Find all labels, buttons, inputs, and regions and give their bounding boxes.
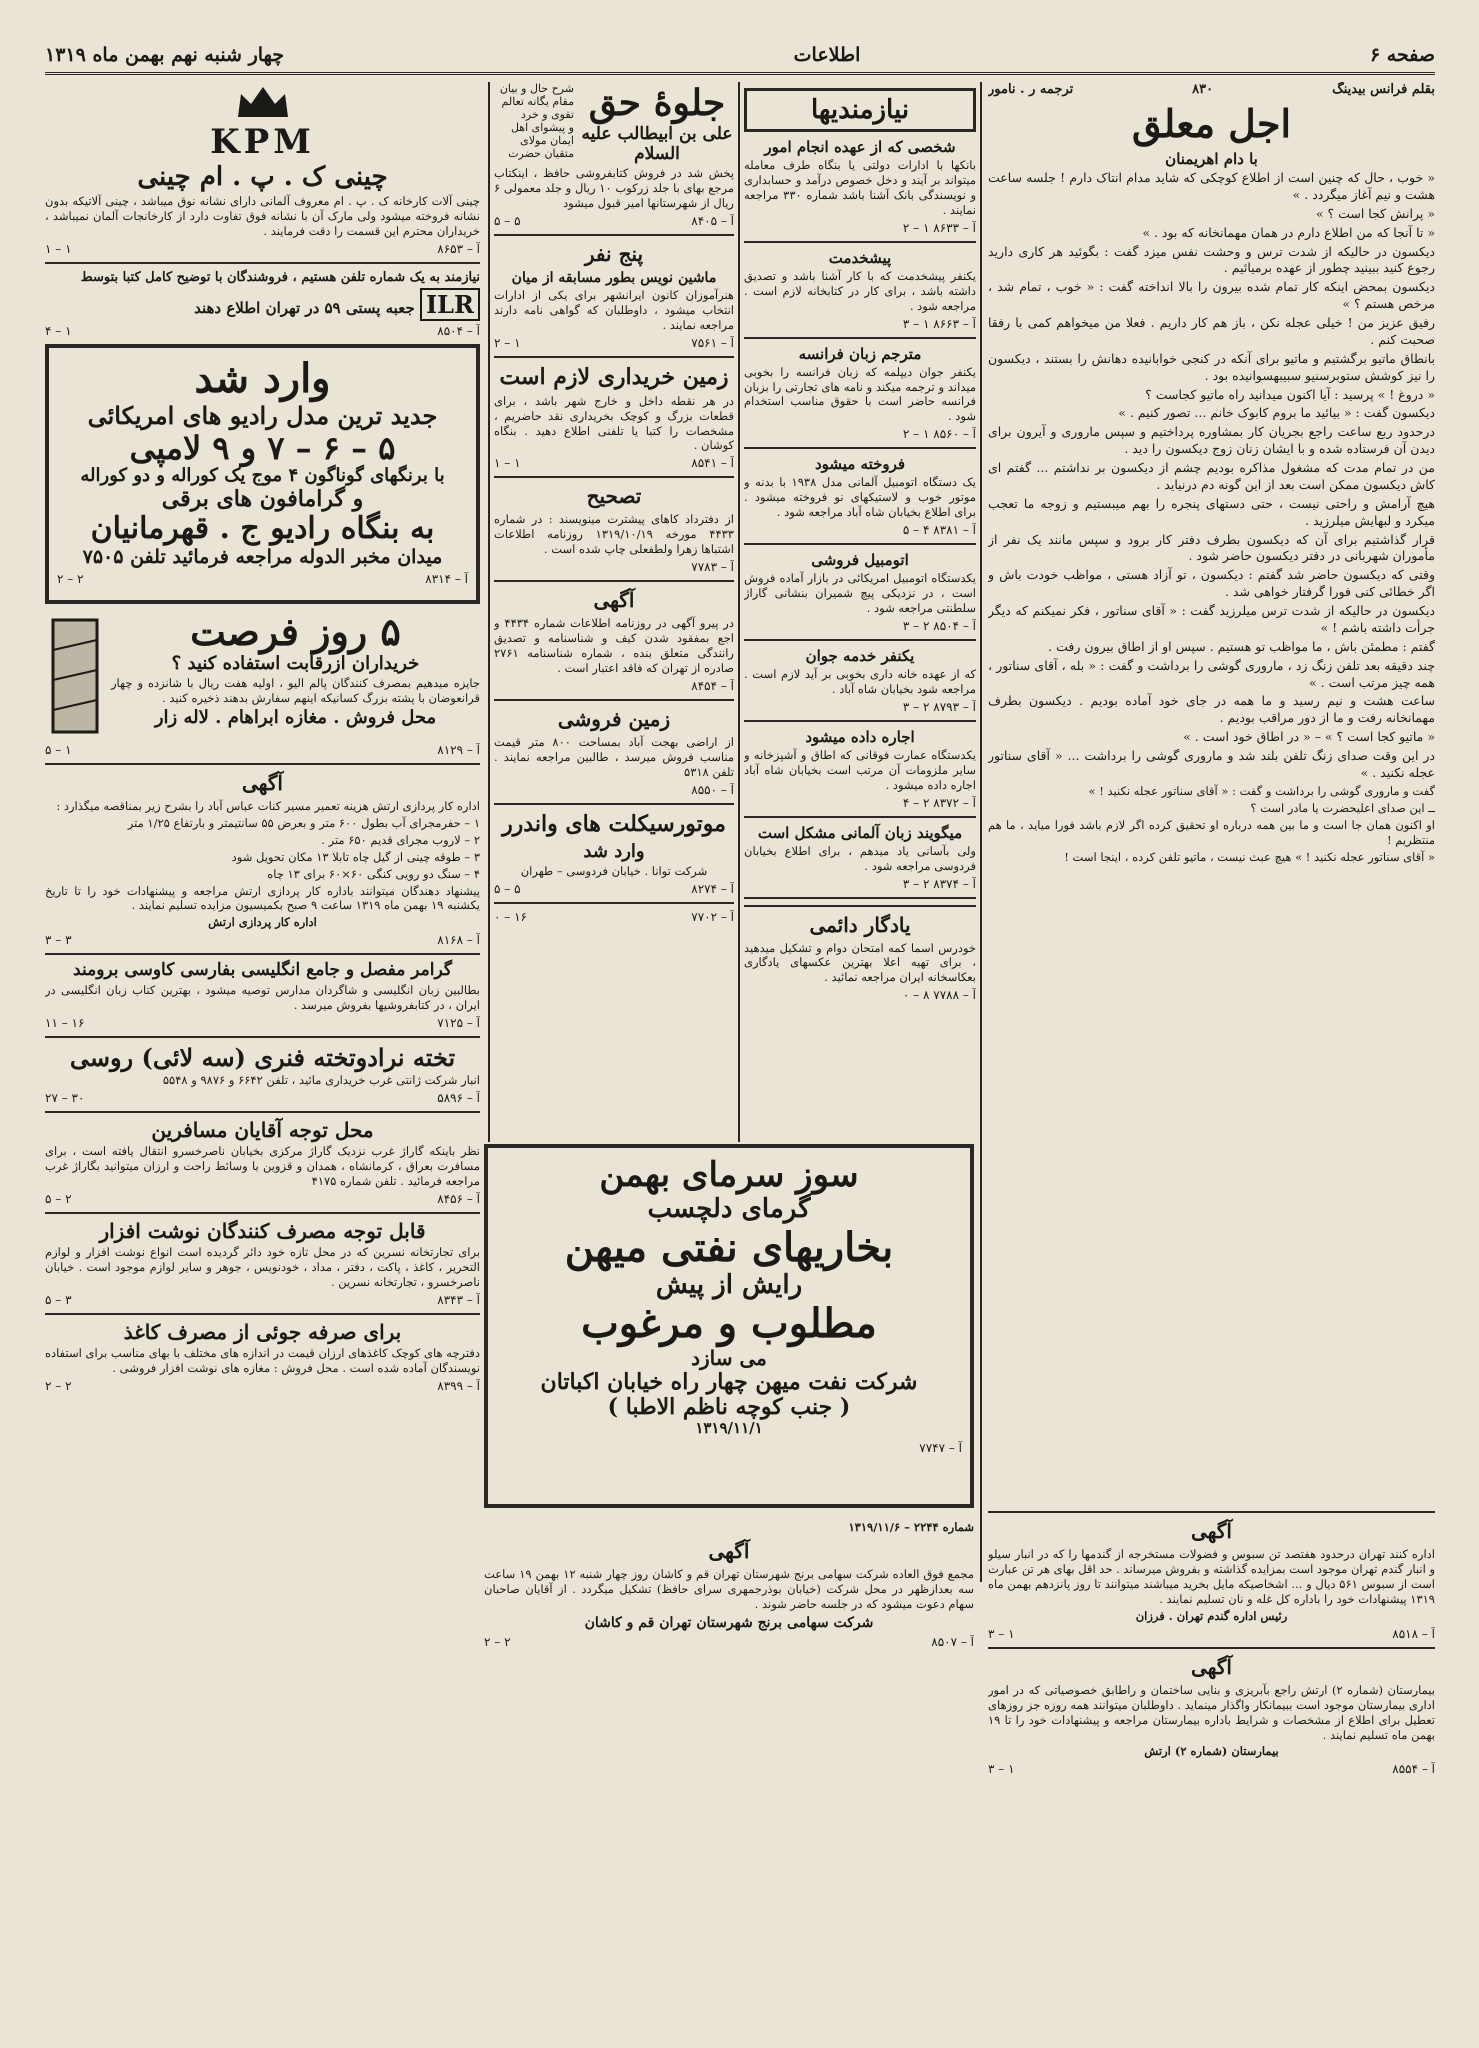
serial-column xyxy=(988,82,1435,1502)
classified-code: آ – ۸۶۶۳ ۱ – ۳ xyxy=(902,316,976,331)
correction-title: تصحیح xyxy=(586,484,642,509)
page-header xyxy=(45,38,1435,75)
serial-paragraph: وقتی که دیکسون حاضر شد گفتم : دیکسون ، تو آزاد هستی ، مواظب خودت باش و اگر خطائی کنی فورا گرفتار خواهی شد . xyxy=(988,567,1435,600)
classified-heading: مترجم زبان فرانسه xyxy=(798,344,922,363)
heater-line5: مطلوب و مرغوب xyxy=(581,1299,877,1347)
radio-line3: با برنگهای گوناگون ۴ موج یک کوراله و دو کوراله xyxy=(80,465,445,487)
classified-item xyxy=(744,249,976,331)
ilr-text2: جعبه پستی ۵۹ در تهران اطلاع دهند xyxy=(194,298,415,317)
classified-text: که از عهده خانه داری بخوبی بر آید لازم است . مراجعه شود بخیابان شاه آباد . xyxy=(744,666,976,696)
army-sign: اداره کار پردازی ارتش xyxy=(208,915,317,930)
crown-icon xyxy=(233,82,293,122)
opportunity-text: جایزه میدهیم بمصرف کنندگان پالم الیو ، اولیه هفت ریال با شانزده و چهار قرانعوضان با پشته بزرگ کسانیکه اینهم سفارش بدهند ذخیره کنید . xyxy=(111,676,480,706)
book-ad xyxy=(494,82,734,164)
serial-body xyxy=(988,170,1435,782)
notice-wheat-sign: رئیس اداره گندم تهران . فرزان xyxy=(1135,1608,1288,1623)
notice-wheat-codes: آ – ۸۵۱۸ ۱ – ۳ xyxy=(988,1626,1435,1641)
heater-line2: گرمای دلچسب xyxy=(647,1194,811,1225)
radio-line5: به بنگاه رادیو ج . قهرمانیان xyxy=(90,511,435,547)
lost-title: آگهی xyxy=(593,588,635,613)
serial-paragraph: بانطاق ماتیو برگشتیم و ماتیو برای آنکه در کنجی خوابانیده دهانش را بستند ، دیکسون را نیز کوشش ستوبرسنیو سبیبهسوانیده بود . xyxy=(988,350,1435,383)
classified-text: یکدستگاه اتومبیل امریکائی در بازار آماده فروش است ، در نزدیکی پیچ شمیران بنشانی گاراژ سلطنتی مراجعه شود . xyxy=(744,571,976,615)
serial-paragraph: گفتم : مطمئن باش ، ما مواظب تو هستیم . سپس او از اطاق بیرون رفت . xyxy=(1048,638,1435,654)
issue-date: چهار شنبه نهم بهمن ماه ۱۳۱۹ xyxy=(45,44,285,66)
paper-name: اطلاعات xyxy=(793,44,861,66)
classified-code: آ – ۸۳۷۴ ۲ – ۳ xyxy=(902,876,976,891)
rice-text: مجمع فوق العاده شرکت سهامی برنج شهرستان تهران قم و کاشان روز چهار شنبه ۱۲ بهمن ۱۹ ساعت سه بعدازظهر در محل شرکت (خیابان بوذرجمهری سرای حافظ) تشکیل میگردد . از آقایان صاحبان سهام دعوت میشود که در جلسه حاضر شوند . xyxy=(484,1566,974,1611)
classified-heading: اجاره داده میشود xyxy=(805,727,915,746)
book-subtitle: علی بن ابیطالب علیه السلام xyxy=(581,124,733,164)
classified-item xyxy=(744,455,976,537)
serial-tail-paragraph: گفت و ماروری گوشی را برداشت و گفت : « آقای سناتور عجله نکنید ! » xyxy=(1088,783,1435,798)
plywood-text: انبار شرکت ژانتی غرب خریداری مائید ، تلفن ۶۶۴۲ و ۹۸۷۶ و ۵۵۴۸ xyxy=(162,1073,480,1088)
heater-line3: بخاریهای نفتی میهن xyxy=(564,1223,894,1271)
classified-heading: یکنفر خدمه جوان xyxy=(805,646,915,665)
typist-subtitle: ماشین نویس بطور مسابقه از میان xyxy=(511,269,717,286)
column-divider xyxy=(738,82,740,1142)
classified-text: یک دستگاه اتومبیل آلمانی مدل ۱۹۳۸ با بدنه و موتور خوب و لاستیکهای نو فروخته میشود . برای اطلاع بخیابان شاه آباد مراجعه شود . xyxy=(744,475,976,520)
misc-codes: آ – ۷۷۰۲ ۱۶ – ۰ xyxy=(494,909,734,924)
land-title: زمین خریداری لازم است xyxy=(499,363,729,390)
grammar-title: گرامر مفصل و جامع انگلیسی بفارسی کاوسی برومند xyxy=(73,960,452,981)
classified-item xyxy=(744,647,976,714)
serial-title: اجل معلق xyxy=(1131,101,1291,146)
landsale-title: زمین فروشی xyxy=(557,706,671,731)
serial-subtitle: با دام اهریمنان xyxy=(1165,150,1258,168)
serial-paragraph: چند دقیقه بعد تلفن زنگ زد ، ماروری گوشی را برداشت و گفت : « بله ، آقای سناتور ، همه چیز مرتب است . » xyxy=(988,657,1435,690)
opportunity-shop: محل فروش . مغازه ابراهام . لاله زار xyxy=(154,707,437,729)
opportunity-title: ۵ روز فرصت xyxy=(190,608,401,654)
classifieds-list xyxy=(744,138,976,899)
classified-heading: شخصی که از عهده انجام امور xyxy=(764,138,956,156)
yadegar-title: یادگار دائمی xyxy=(809,912,911,937)
notice-hospital-codes: آ – ۸۵۵۴ ۱ – ۳ xyxy=(988,1762,1435,1777)
notice-hospital-sign: بیمارستان (شماره ۲) ارتش xyxy=(1144,1744,1279,1759)
lost-text: در پیرو آگهی در روزنامه اطلاعات شماره ۴۴۳۴ و اجع بمفقود شدن کیف و شناسنامه و تصدیق رانندگی متعلق بنده ، شماره شناسنامه ۲۷۶۱ صادره از تهران که فاقد اعتبار است . xyxy=(494,616,734,675)
book-side-text xyxy=(494,82,574,164)
classified-code: آ – ۸۳۷۲ ۲ – ۴ xyxy=(902,795,976,810)
classified-heading: پیشخدمت xyxy=(828,248,892,267)
column-divider xyxy=(488,82,490,1142)
travelers-title: محل توجه آقایان مسافرین xyxy=(151,1118,374,1143)
classified-code: آ – ۸۷۹۳ ۲ – ۳ xyxy=(902,699,976,714)
classified-text: یکدستگاه عمارت فوقانی که اطاق و آشپزخانه و سایر ملزومات آن مرتب است بخیابان شاه آباد اجاره داده میشود . xyxy=(744,747,976,792)
serial-paragraph: « تا آنجا که من اطلاع دارم در همان مهمانخانه که بود . » xyxy=(1142,224,1435,240)
radio-line2: ۵ – ۶ – ۷ و ۹ لامپی xyxy=(129,428,396,467)
radio-ad: وارد شد جدید ترین مدل رادیو های امریکائی ۵ – ۶ – ۷ و ۹ لامپی با برنگهای گوناگون ۴ موج یک کوراله و دو کوراله و گرامافون های برقی به بنگاه رادیو ج . قهرمانیان میدان مخبر الدوله مراجعه فرمائید تلفن ۷۵۰۵ آ – ۸۳۱۴ ۲ – ۲ xyxy=(45,344,480,604)
book-side-line: مقام یگانه تعالم xyxy=(501,95,574,108)
army-item: ۲ – لاروب مجرای قدیم ۶۵۰ متر . xyxy=(321,832,480,847)
kpm-logo: KPM xyxy=(210,122,315,162)
grammar-text: بطالبین زبان انگلیسی و شاگردان مدارس توصیه میشود ، بهترین کتاب زبان انگلیسی در ایران ، در کتابفروشیها بفروش میرسد . xyxy=(45,982,480,1012)
serial-paragraph: دیکسون بمحض اینکه کار تمام شده بیرون را بالا انداخته گفت : « خوب ، تمام شد ، مرخص هستم ؟ » xyxy=(988,279,1435,312)
paper-save-title: برای صرفه جوئی از مصرف کاغذ xyxy=(123,1319,402,1344)
classified-heading: میگویند زبان آلمانی مشکل است xyxy=(757,823,963,842)
notice-wheat-title: آگهی xyxy=(1191,1519,1232,1543)
serial-paragraph: ساعت هشت و نیم رسید و ما همه در جای خود آماده بودیم . دیکسون بطرف مهمانخانه رفت و ما از دور مراقب بودیم . xyxy=(988,693,1435,726)
army-text2: پیشنهاد دهندگان میتوانند باداره کار پردازی ارتش مراجعه و پیشنهادات خود را تا تاریخ یکشنبه ۱۹ بهمن ماه ۱۳۱۹ ساعت ۹ صبح بکمیسیون مزایده تسلیم نمایند . xyxy=(45,883,480,913)
stationery-text: برای تجارتخانه نسرین که در محل تازه خود دائر گردیده است انواع نوشت افزار و لوازم التحریر ، کاغذ ، پاکت ، دفتر ، مداد ، خودنویس ، جوهر و سایر لوازم موجود است . خیابان ناصرخسرو ، تجارتخانه نسرین . xyxy=(45,1245,480,1289)
opportunity-ad xyxy=(45,610,480,740)
heater-line4: رایش از پیش xyxy=(655,1269,803,1300)
classified-heading: فروخته میشود xyxy=(814,455,906,474)
serial-paragraph: رفیق عزیز من ! خیلی عجله نکن ، باز هم کار داریم . فعلا من میخواهم کمی با رفقا صحبت کنم . xyxy=(988,315,1435,347)
kpm-title: چینی ک . پ . ام چینی xyxy=(137,162,388,192)
serial-meta xyxy=(988,82,1435,97)
classified-item xyxy=(744,551,976,633)
motorbike-text: شرکت توانا . خیابان فردوسی – طهران xyxy=(520,863,708,878)
motorbike-title: موتورسیکلت های واندرر xyxy=(502,810,726,837)
book-side-line: شرح حال و بیان xyxy=(499,82,574,95)
typist-text: هنرآموزان کانون ایرانشهر برای یکی از ادارات انتخاب میشود ، داوطلبان که گواهی نامه دارند مراجعه نمایند . xyxy=(494,287,734,332)
heater-line6: می سازد xyxy=(691,1345,767,1370)
cigarette-pack-icon xyxy=(45,610,105,740)
classified-code: آ – ۸۵۰۴ ۲ – ۳ xyxy=(902,618,976,633)
page-number: صفحه ۶ xyxy=(1369,44,1435,66)
classified-code: آ – ۸۶۳۳ ۱ – ۲ xyxy=(902,220,976,235)
travelers-text: نظر باینکه گاراژ غرب نزدیک گاراژ مرکزی بخیابان ناصرخسرو انتقال یافته است ، برای مسافرت بعراق ، کرمانشاه ، همدان و قزوین با وسائط راحت و ارزان میتوانید بگاراژ غرب مراجعه فرمائید . تلفن شماره ۴۱۷۵ xyxy=(45,1144,480,1189)
army-item: ۴ – سنگ دو رویی کنگی ۶۰×۶۰ برای ۱۳ چاه xyxy=(267,866,480,881)
army-title: آگهی xyxy=(242,770,283,795)
landsale-text: از اراضی بهجت آباد بمساحت ۸۰۰ متر قیمت مناسب فروش میرسد ، طالبین مراجعه نمایند . تلفن ۵۳۱۸ xyxy=(494,734,734,779)
serial-tail-paragraph: « آقای سناتور عجله نکنید ! » هیچ عبث نیست ، ماتیو تلفن کرده ، اینجا است ! xyxy=(1064,849,1435,864)
plywood-title: تخته نرادوتخته فنری (سه لائی) روسی xyxy=(69,1042,456,1072)
book-side-line: ایمان مولای xyxy=(520,134,574,147)
serial-paragraph: در این وقت صدای زنگ تلفن بلند شد و ماروری گوشی را برداشت ... « آقای سناتور عجله نکنید . » xyxy=(988,748,1435,780)
serial-paragraph: « دروغ ! » پرسید : آیا اکنون میدانید راه ماتیو کجاست ؟ xyxy=(1145,386,1435,402)
classifieds-title: نیازمندیها xyxy=(744,88,976,132)
army-item: ۱ – حفرمجرای آب بطول ۶۰۰ متر و بعرض ۵۵ سانتیمتر و بارتفاع ۱/۲۵ متر xyxy=(127,815,480,830)
ilr-brand: ILR xyxy=(420,288,480,321)
ilr-line xyxy=(45,289,480,321)
column-divider xyxy=(980,82,982,1582)
serial-paragraph: « ماتیو کجا است ؟ » – « در اطاق خود است . » xyxy=(1183,729,1435,745)
radio-line4: و گرامافون های برقی xyxy=(161,486,364,513)
serial-tail xyxy=(988,784,1435,865)
classified-text: بانکها با ادارات دولتی یا بنگاه طرف معامله میتواند بر آیند و دخل خصوص درآمد و حسابداری و نویسندگی بانک آشنا باشد شماره ۳۳۰ مراجعه نمایند . xyxy=(744,158,976,217)
notice-hospital-title: آگهی xyxy=(1191,1654,1232,1679)
left-column: KPM چینی ک . پ . ام چینی چینی آلات کارخانه ک . پ . ام معروف آلمانی دارای نشانه نوق میباشد ، چینی آلاتیکه بدون نشانه فروخته میشود ولی مارک آن با نشانه فوق تفاوت دارد از کارخانجات آلمان نمیباشد ، خریداران محترم این قسمت را دقت فرمایند . آ – ۸۶۵۳ ۱ – ۱ نیازمند به یک شماره تلفن هستیم ، فروشندگان با توضیح کامل کتبا بتوسط ILR جعبه پستی ۵۹ در تهران اطلاع دهند آ – ۸۵۰۴ ۱ – ۴ وارد شد جدید ترین مدل رادیو های امریکائی ۵ – ۶ – ۷ و ۹ لامپی با برنگهای گوناگون ۴ موج یک کوراله و دو کوراله و گرامافون های برقی به بنگاه رادیو ج . قهرمانیان میدان مخبر الدوله مراجعه فرمائید تلفن ۷۵۰۵ آ – ۸۳۱۴ ۲ – ۲ ۵ روز فرصت خریداران ازرقابت استفاده کنید ؟ جایزه میدهیم بمصرف کنندگان پالم الیو ، اولیه هفت ریال با شانزده و چهار قرانعوضان با پشته بزرگ کسانیکه اینهم سفارش بدهند ذخیره کنید . محل فروش . مغازه ابراهام . لاله زار آ – ۸۱۲۹ ۱ – ۵ آگهی اداره کار پردازی ارتش هزینه تعمیر مسیر کنات عباس آباد را بشرح زیر بمناقصه میگذارد : ۱ – حفرمجرای آب بطول ۶۰۰ متر و بعرض ۵۵ سانتیمتر و بارتفاع ۱/۲۵ متر ۲ – لاروب مجرای قدیم ۶۵۰ متر . ۳ – طوقه چینی از گیل چاه تابلا ۱۳ مکان تحویل شود ۴ – سنگ دو رویی کنگی ۶۰×۶۰ برای ۱۳ چاه پیشنهاد دهندگان میتوانند باداره کار پردازی ارتش مراجعه و پیشنهادات خود را تا تاریخ یکشنبه ۱۹ بهمن ماه ۱۳۱۹ ساعت ۹ صبح بکمیسیون مزایده تسلیم نمایند . اداره کار پردازی ارتش آ – ۸۱۶۸ ۳ – ۳ گرامر مفصل و جامع انگلیسی بفارسی کاوسی برومند بطالبین زبان انگلیسی و شاگردان مدارس توصیه میشود ، بهترین کتاب زبان انگلیسی در ایران ، در کتابفروشیها بفروش میرسد . آ – ۷۱۲۵ ۱۶ – ۱۱ تخته نرادوتخته فنری (سه لائی) روسی انبار شرکت ژانتی غرب خریداری مائید ، تلفن ۶۶۴۲ و ۹۸۷۶ و ۵۵۴۸ آ – ۵۸۹۶ ۳۰ – ۲۷ محل توجه آقایان مسافرین نظر باینکه گاراژ غرب نزدیک گاراژ مرکزی بخیابان ناصرخسرو انتقال یافته است ، برای مسافرت بعراق ، کرمانشاه ، همدان و قزوین با وسائط راحت و ارزان میتوانید بگاراژ غرب مراجعه فرمائید . تلفن شماره ۴۱۷۵ آ – ۸۴۵۶ ۲ – ۵ قابل توجه مصرف کنندگان نوشت افزار برای تجارتخانه نسرین که در محل تازه خود دائر گردیده است انواع نوشت افزار و لوازم التحریر ، کاغذ ، پاکت ، دفتر ، مداد ، خودنویس ، جوهر و سایر لوازم موجود است . خیابان ناصرخسرو ، تجارتخانه نسرین . آ – ۸۳۴۳ ۳ – ۵ برای صرفه جوئی از مصرف کاغذ دفترچه های کوچک کاغذهای ارزان قیمت در اندازه های مختلف با بهای مناسب برای استفاده نویسندگان آماده شده است . محل فروش : مغازه های نوشت افزار فروشی . آ – ۸۳۹۹ ۲ – ۲ xyxy=(45,82,480,2012)
serial-paragraph: دیکسون در حالیکه از شدت ترس میلرزید گفت : « آقای سناتور ، فکر نمیکنم که دیگر جرأت داشته باشم ! » xyxy=(988,603,1435,635)
radio-line1: جدید ترین مدل رادیو های امریکائی xyxy=(87,401,438,431)
typist-title: پنج نفر xyxy=(584,241,644,266)
heater-line1: سوز سرمای بهمن xyxy=(599,1155,859,1195)
kpm-text: چینی آلات کارخانه ک . پ . ام معروف آلمانی دارای نشانه نوق میباشد ، چینی آلاتیکه بدون نشانه فروخته میشود ولی مارک آن با نشانه فوق تفاوت دارد از کارخانجات آلمان نمیباشد ، خریداران محترم این قسمت را دقت فرمایند . xyxy=(45,194,480,238)
classified-text: ولی بآسانی یاد میدهم ، برای اطلاع بخیابان فردوسی مراجعه شود . xyxy=(744,843,976,873)
stationery-title: قابل توجه مصرف کنندگان نوشت افزار xyxy=(99,1219,426,1244)
rice-sign: شرکت سهامی برنج شهرستان تهران قم و کاشان xyxy=(584,1614,874,1631)
classified-heading: اتومبیل فروشی xyxy=(811,551,909,570)
heater-line8: ( جنب کوچه ناظم الاطبا ) xyxy=(607,1394,851,1421)
army-items xyxy=(45,816,480,882)
yadegar-code: آ – ۷۷۸۸ ۸ – ۰ xyxy=(902,988,976,1003)
heater-date: ۱۳۱۹/۱۱/۱ xyxy=(695,1419,763,1438)
serial-tail-paragraph: ــ این صدای اعلیحضرت یا مادر است ؟ xyxy=(1250,800,1435,815)
army-item: ۳ – طوقه چینی از گیل چاه تابلا ۱۳ مکان تحویل شود xyxy=(231,849,480,864)
classified-code: آ – ۸۳۸۱ ۴ – ۵ xyxy=(902,523,976,538)
serial-paragraph: قرار گذاشتیم برای آن که دیکسون بطرف دفتر کار برود و سپس مانند یک نفر از مأموران شهربانی در دفتر دیکسون حاضر شود . xyxy=(988,531,1435,564)
middle-column: جلوهٔ حق علی بن ابیطالب علیه السلام شرح حال و بیان مقام یگانه تعالم تقوی و خرد و پیشوای اهل ایمان مولای متقیان حضرت پخش شد در فروش کتابفروشی حافظ ، اینکتاب مرجع بهای با جلد زرکوب ۱۰ ریال و جلد معمولی ۶ ریال از شهرستانها امیر قبول میشود آ – ۸۴۰۵ ۵ – ۵ پنج نفر ماشین نویس بطور مسابقه از میان هنرآموزان کانون ایرانشهر برای یکی از ادارات انتخاب میشود ، داوطلبان که گواهی نامه دارند مراجعه نمایند . آ – ۷۵۶۱ ۱ – ۲ زمین خریداری لازم است در هر نقطه داخل و خارج شهر باشد ، برای قطعات بزرگ و کوچک بخریداری نقد حاضریم ، مشخصات را کتبا یا تلفنی اطلاع دهید . بنگاه کوشان . آ – ۸۵۴۱ ۱ – ۱ تصحیح از دفترداد کاهای پیشترت مینویسند : در شماره ۴۴۳۳ مورخه ۱۳۱۹/۱۰/۱۹ روزنامه اطلاعات اشتباها زهرا ولطفعلی چاپ شده است . آ – ۷۷۸۳ آگهی در پیرو آگهی در روزنامه اطلاعات شماره ۴۴۳۴ و اجع بمفقود شدن کیف و شناسنامه و تصدیق رانندگی متعلق بنده ، شماره شناسنامه ۲۷۶۱ صادره از تهران که فاقد اعتبار است . آ – ۸۴۵۴ زمین فروشی از اراضی بهجت آباد بمساحت ۸۰۰ متر قیمت مناسب فروش میرسد ، طالبین مراجعه نمایند . تلفن ۵۳۱۸ آ – ۸۵۵۰ موتورسیکلت های واندرر وارد شد شرکت توانا . خیابان فردوسی – طهران آ – ۸۲۷۴ ۵ – ۵ آ – ۷۷۰۲ ۱۶ – ۰ xyxy=(494,82,734,924)
rice-ref: شماره ۲۲۴۴ – ۱۳۱۹/۱۱/۶ xyxy=(848,1520,974,1534)
serial-tail-paragraph: او اکنون همان جا است و ما بین همه درباره او تحقیق کرده اگر لازم باشد فورا میاید ، ما هم منتظریم ! xyxy=(988,817,1435,847)
book-text: پخش شد در فروش کتابفروشی حافظ ، اینکتاب مرجع بهای با جلد زرکوب ۱۰ ریال و جلد معمولی ۶ ریال از شهرستانها امیر قبول میشود xyxy=(494,166,734,210)
classified-text: یکنفر پیشخدمت که با کار آشنا باشد و تصدیق داشته باشد ، برای کار در کتابخانه لازم است . مراجعه شود . xyxy=(744,268,976,313)
rice-title: آگهی xyxy=(708,1538,750,1563)
classified-code: آ – ۸۵۶۰ ۱ – ۲ xyxy=(902,427,976,442)
heater-line7: شرکت نفت میهن چهار راه خیابان اکباتان xyxy=(540,1368,918,1395)
classified-text: یکنفر جوان دیپلمه که زبان فرانسه را بخوبی میداند و ترجمه میکند و نامه های تجارتی را بزبان فرانسه حاضر است با حقوق مناسب استخدام شود . xyxy=(744,364,976,424)
notice-wheat-text: اداره کنند تهران درحدود هفتصد تن سبوس و فضولات مستخرجه از گندمها را که در انبار سیلو و انبار گندم تهران موجود است بمزایده گذاشته و بفروش میرساند . حد اقل بهای هر تن عبارت است از سبوس ۵۶۱ دیال و ... اشخاصیکه مایل بخرید میباشند میتوانند تا روز پانزدهم بهمن ماه ۱۳۱۹ پیشنهادات خود را باداره کل غله و نان تسلیم نمایند . xyxy=(988,1547,1435,1606)
rice-notice: شماره ۲۲۴۴ – ۱۳۱۹/۱۱/۶ آگهی مجمع فوق العاده شرکت سهامی برنج شهرستان تهران قم و کاشان روز چهار شنبه ۱۲ بهمن ۱۹ ساعت سه بعدازظهر در محل شرکت (خیابان بوذرجمهری سرای حافظ) تشکیل میگردد . از آقایان صاحبان سهام دعوت میشود که در جلسه حاضر شوند . شرکت سهامی برنج شهرستان تهران قم و کاشان آ – ۸۵۰۷ ۲ – ۲ xyxy=(484,1520,974,1649)
land-text: در هر نقطه داخل و خارج شهر باشد ، برای قطعات بزرگ و کوچک بخریداری نقد حاضریم ، مشخصات را کتبا یا تلفنی اطلاع دهید . بنگاه کوشان . xyxy=(494,393,734,453)
right-notices xyxy=(988,1505,1435,2005)
serial-paragraph: هیچ آرامش و راحتی نیست ، حتی دستهای پنجره را بهم میبستیم و زوجه ما تعجب میکرد و لبهایش میلرزید . xyxy=(988,495,1435,528)
serial-number: ۸۳۰ xyxy=(1192,82,1214,97)
army-text: اداره کار پردازی ارتش هزینه تعمیر مسیر کنات عباس آباد را بشرح زیر بمناقصه میگذارد : xyxy=(56,798,480,813)
radio-line6: میدان مخبر الدوله مراجعه فرمائید تلفن ۷۵۰۵ xyxy=(82,545,443,568)
notice-hospital-text: بیمارستان (شماره ۲) ارتش راجع بآبریزی و بنایی ساختمان و راطابق خصوصیاتی که در امور اداری بیمارستان موجود است ببیمانکار واگذار مینماید . داوطلبان میتوانند همه روزه جز روزهای تعطیل برای اطلاع از مشخصات و شرایط باداره بیمارستان مراجعه و پیشنهادات خود را تا ۱۹ بهمن ماه تسلیم نمایند . xyxy=(988,1682,1435,1742)
serial-paragraph: « خوب ، حال که چنین است از اطلاع کوچکی که شاید مدام انتاک دارم ! جلسه ساعت هشت و نیم آغاز میگردد . » xyxy=(988,170,1435,202)
serial-paragraph: درحدود ربع ساعت راجع بجریان کار بمشاوره پرداختیم و سپس ماروری و آیرون برای دیدن آن فرستاده شده و با ایشان زنان زوج دیکسون را دید . xyxy=(988,424,1435,457)
serial-paragraph: دیکسون گفت : « بیائید ما بروم کابوک خانم ... تصور کنیم . » xyxy=(1118,405,1435,421)
heater-ad-wrap xyxy=(484,1138,974,1508)
serial-paragraph: دیکسون در حالیکه از شدت ترس و وحشت نفس میزد گفت : بگوئید هر کاری دارید رجوع کنید ببینید چطور از عهده برمیائیم . xyxy=(988,243,1435,276)
classified-item xyxy=(744,728,976,810)
book-side-line: و پیشوای اهل xyxy=(510,121,574,134)
book-title: جلوهٔ حق xyxy=(588,82,726,124)
radio-title: وارد شد xyxy=(194,355,331,403)
serial-paragraph: « پرانش کجا است ؟ » xyxy=(1315,205,1435,221)
classifieds-column xyxy=(744,82,976,1152)
serial-paragraph: من در تمام مدت که مشغول مذاکره بودیم چشم از دیکسون بر نداشتم ... گفتم ای کاش دیکسون ممکن است بعد از این گونه دم درنیاید . xyxy=(988,460,1435,492)
book-side-line: متقیان حضرت xyxy=(508,147,574,160)
opportunity-subtitle: خریداران ازرقابت استفاده کنید ؟ xyxy=(171,652,420,674)
heater-ad: سوز سرمای بهمن گرمای دلچسب بخاریهای نفتی میهن رایش از پیش مطلوب و مرغوب می سازد شرکت نفت میهن چهار راه خیابان اکباتان ( جنب کوچه ناظم الاطبا ) ۱۳۱۹/۱۱/۱ آ – ۷۷۴۷ xyxy=(484,1144,974,1508)
classified-item xyxy=(744,345,976,442)
yadegar-text: خودرس اسما کمه امتحان دوام و تشکیل میدهید ، برای تهیه اعلا بهترین عکسهای یادگاری بعکاسخانه ایران مراجعه نمائید . xyxy=(744,940,976,985)
paper-save-text: دفترچه های کوچک کاغذهای ارزان قیمت در اندازه های مختلف با بهای مناسب برای استفاده نویسندگان آماده شده است . محل فروش : مغازه های نوشت افزار فروشی . xyxy=(45,1345,480,1375)
motorbike-subtitle: وارد شد xyxy=(583,840,645,862)
classified-item xyxy=(744,138,976,235)
book-side-line: تقوی و خرد xyxy=(521,108,574,121)
serial-translator: ترجمه ر . نامور xyxy=(988,82,1074,97)
serial-author: بقلم فرانس بیدینگ xyxy=(1332,82,1435,97)
classified-item xyxy=(744,824,976,891)
correction-text: از دفترداد کاهای پیشترت مینویسند : در شماره ۴۴۳۳ مورخه ۱۳۱۹/۱۰/۱۹ روزنامه اطلاعات اشتباها زهرا ولطفعلی چاپ شده است . xyxy=(494,512,734,557)
ilr-text1: نیازمند به یک شماره تلفن هستیم ، فروشندگان با توضیح کامل کتبا بتوسط xyxy=(80,269,480,285)
